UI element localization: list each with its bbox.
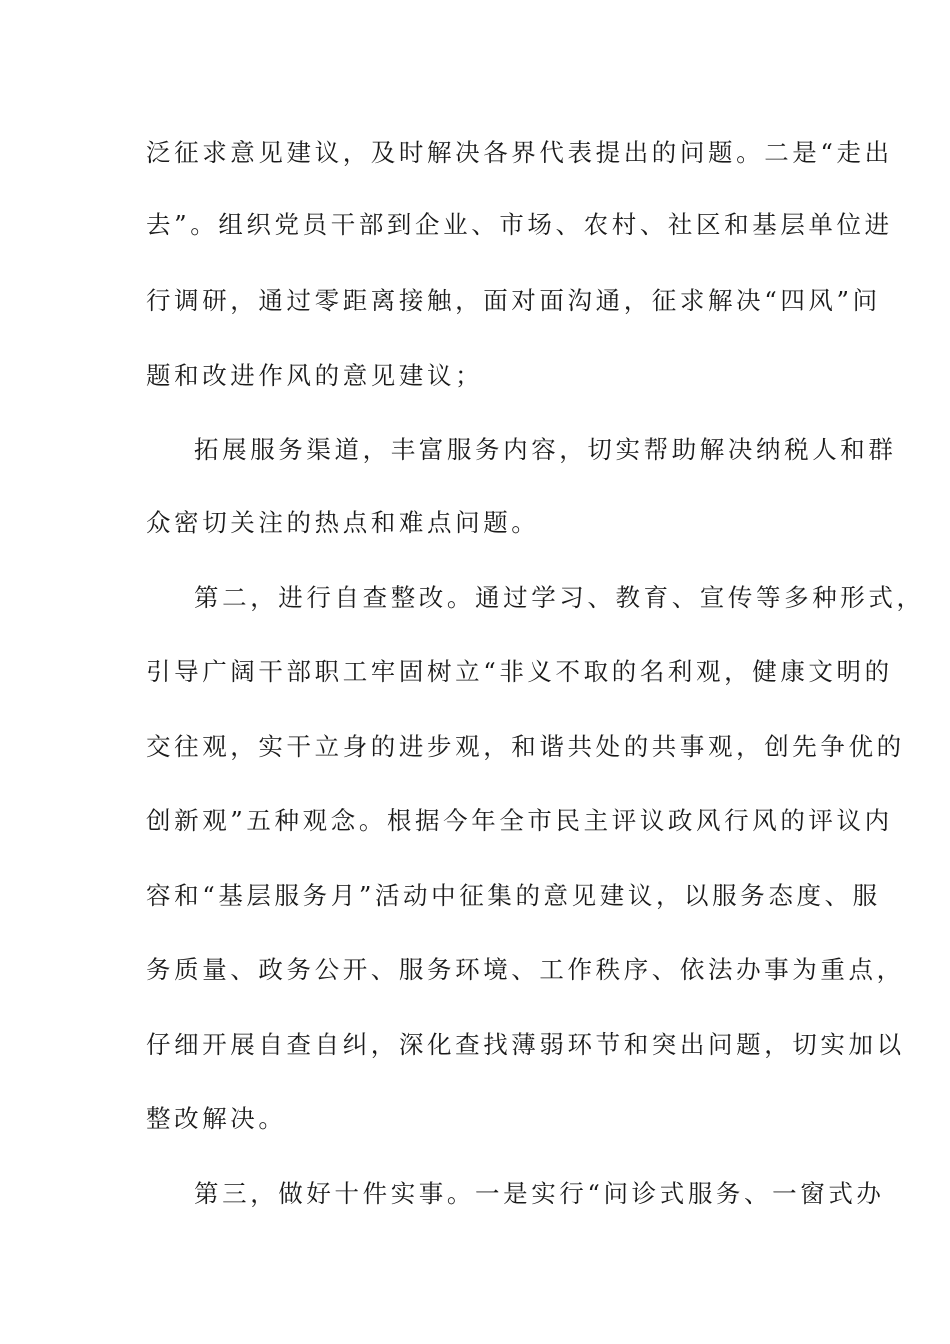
- text-line: 创新观”五种观念。根据今年全市民主评议政风行风的评议内: [146, 806, 893, 835]
- paragraph-first-line: 拓展服务渠道，丰富服务内容，切实帮助解决纳税人和群: [194, 435, 897, 464]
- text-line: 泛征求意见建议，及时解决各界代表提出的问题。二是“走出: [146, 138, 893, 167]
- text-line: 行调研，通过零距离接触，面对面沟通，征求解决“四风”问: [146, 286, 881, 315]
- text-line: 容和“基层服务月”活动中征集的意见建议，以服务态度、服: [146, 881, 881, 910]
- text-line: 题和改进作风的意见建议；: [146, 361, 484, 390]
- text-line: 引导广阔干部职工牢固树立“非义不取的名利观，健康文明的: [146, 657, 893, 686]
- text-line: 仔细开展自查自纠，深化查找薄弱环节和突出问题，切实加以: [146, 1030, 905, 1059]
- text-line: 整改解决。: [146, 1104, 287, 1133]
- text-line: 去”。组织党员干部到企业、市场、农村、社区和基层单位进: [146, 210, 893, 239]
- text-line: 交往观，实干立身的进步观，和谐共处的共事观，创先争优的: [146, 732, 905, 761]
- text-line: 众密切关注的热点和难点问题。: [146, 508, 540, 537]
- text-line: 务质量、政务公开、服务环境、工作秩序、依法办事为重点，: [146, 955, 905, 984]
- paragraph-first-line: 第二，进行自查整改。通过学习、教育、宣传等多种形式，: [194, 583, 925, 612]
- paragraph-first-line: 第三，做好十件实事。一是实行“问诊式服务、一窗式办: [194, 1179, 885, 1208]
